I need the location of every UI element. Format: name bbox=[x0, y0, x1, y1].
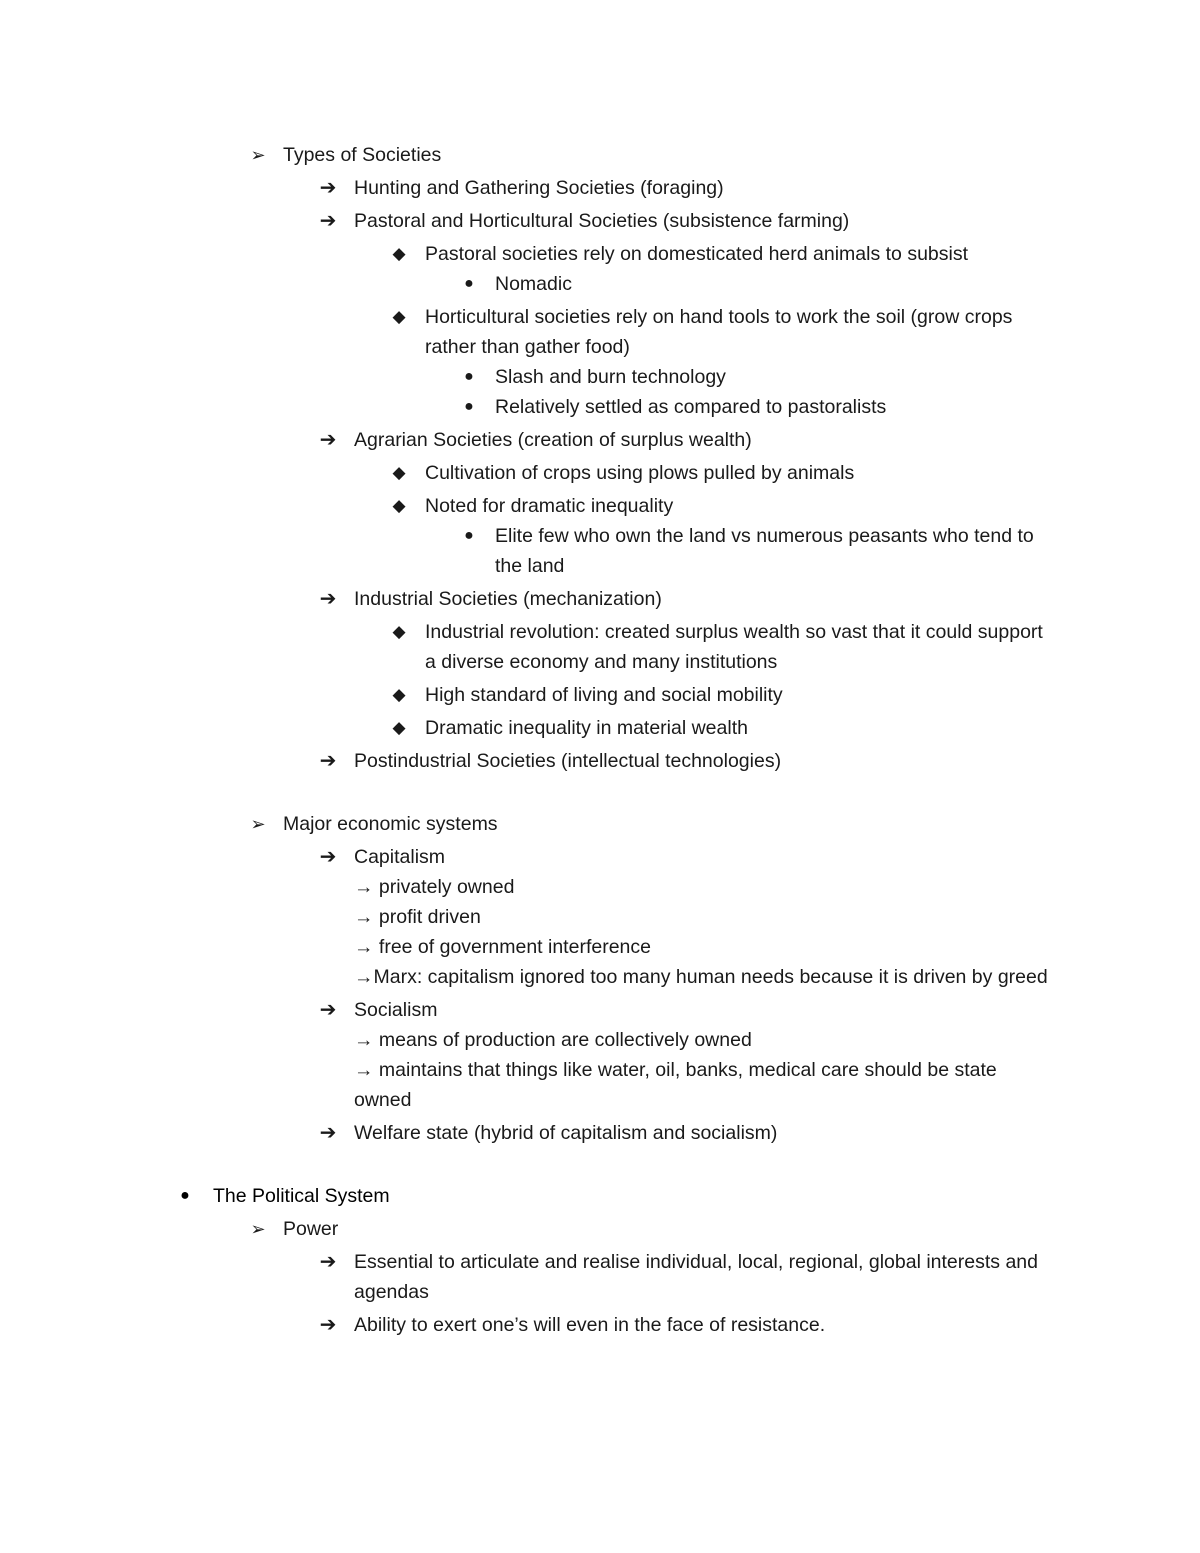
point-item-bullet: ● bbox=[464, 527, 474, 544]
topic-item-bullet: ➢ bbox=[250, 145, 266, 165]
sub-point-line bbox=[0, 962, 1200, 992]
list-item-bullet: ➔ bbox=[319, 588, 337, 610]
list-item-bullet: ➔ bbox=[319, 1251, 337, 1273]
list-item-text: Socialism bbox=[354, 999, 438, 1021]
detail-item bbox=[0, 302, 1200, 362]
detail-item-text: Dramatic inequality in material wealth bbox=[425, 717, 748, 739]
point-item-text: Relatively settled as compared to pastoralists bbox=[495, 396, 887, 418]
list-item bbox=[0, 173, 1200, 203]
list-item-text: Industrial Societies (mechanization) bbox=[354, 588, 662, 610]
detail-item-bullet: ◆ bbox=[392, 496, 406, 515]
list-item bbox=[0, 995, 1200, 1025]
detail-item-bullet: ◆ bbox=[392, 685, 406, 704]
detail-item bbox=[0, 458, 1200, 488]
list-item bbox=[0, 746, 1200, 776]
document-page bbox=[0, 140, 1200, 1340]
point-item-bullet: ● bbox=[464, 368, 474, 385]
list-item-text: Essential to articulate and realise individual, local, regional, global interests and agendas bbox=[354, 1251, 1038, 1303]
sub-point-text: → privately owned bbox=[354, 876, 515, 898]
detail-item bbox=[0, 617, 1200, 677]
sub-point-line bbox=[0, 872, 1200, 902]
topic-item-bullet: ➢ bbox=[250, 1219, 266, 1239]
point-item bbox=[0, 521, 1200, 581]
list-item-text: Hunting and Gathering Societies (foraging) bbox=[354, 177, 724, 199]
detail-item-text: Horticultural societies rely on hand tools to work the soil (grow crops rather than gather food) bbox=[425, 306, 1013, 358]
list-item bbox=[0, 842, 1200, 872]
list-item-text: Capitalism bbox=[354, 846, 446, 868]
detail-item-text: Noted for dramatic inequality bbox=[425, 495, 674, 517]
sub-point-line bbox=[0, 932, 1200, 962]
point-item-bullet: ● bbox=[464, 398, 474, 415]
topic-item-text: Power bbox=[283, 1218, 339, 1240]
list-item-bullet: ➔ bbox=[319, 177, 337, 199]
point-item-text: Nomadic bbox=[495, 273, 572, 295]
point-item-bullet: ● bbox=[464, 275, 474, 292]
list-item-text: Pastoral and Horticultural Societies (subsistence farming) bbox=[354, 210, 850, 232]
list-item-bullet: ➔ bbox=[319, 750, 337, 772]
list-item bbox=[0, 206, 1200, 236]
sub-point-line bbox=[0, 1025, 1200, 1055]
sub-point-text: → means of production are collectively owned bbox=[354, 1029, 752, 1051]
list-item-text: Agrarian Societies (creation of surplus wealth) bbox=[354, 429, 752, 451]
topic-item-bullet: ➢ bbox=[250, 814, 266, 834]
topic-item-text: Types of Societies bbox=[283, 144, 442, 166]
detail-item-text: High standard of living and social mobility bbox=[425, 684, 783, 706]
sub-point-text: → profit driven bbox=[354, 906, 481, 928]
list-item-text: Welfare state (hybrid of capitalism and socialism) bbox=[354, 1122, 778, 1144]
sub-point-text: → free of government interference bbox=[354, 936, 651, 958]
list-item bbox=[0, 584, 1200, 614]
topic-item bbox=[0, 1214, 1200, 1244]
detail-item bbox=[0, 239, 1200, 269]
point-item bbox=[0, 392, 1200, 422]
topic-item bbox=[0, 140, 1200, 170]
list-item bbox=[0, 1247, 1200, 1307]
list-item-text: Postindustrial Societies (intellectual technologies) bbox=[354, 750, 782, 772]
list-item-bullet: ➔ bbox=[319, 846, 337, 868]
detail-item-bullet: ◆ bbox=[392, 244, 406, 263]
detail-item-text: Industrial revolution: created surplus wealth so vast that it could support a diverse economy and many institutions bbox=[425, 621, 1043, 673]
detail-item-bullet: ◆ bbox=[392, 463, 406, 482]
point-item bbox=[0, 269, 1200, 299]
list-item bbox=[0, 1118, 1200, 1148]
detail-item-bullet: ◆ bbox=[392, 718, 406, 737]
topic-item bbox=[0, 809, 1200, 839]
point-item-text: Slash and burn technology bbox=[495, 366, 726, 388]
sub-point-text: →Marx: capitalism ignored too many human needs because it is driven by greed bbox=[354, 966, 1048, 988]
point-item-text: Elite few who own the land vs numerous peasants who tend to the land bbox=[495, 525, 1034, 577]
sub-point-text: → maintains that things like water, oil, banks, medical care should be state owned bbox=[354, 1059, 997, 1111]
list-item-bullet: ➔ bbox=[319, 210, 337, 232]
detail-item-bullet: ◆ bbox=[392, 307, 406, 326]
sub-point-line bbox=[0, 1055, 1200, 1115]
sub-point-line bbox=[0, 902, 1200, 932]
section-heading-text: The Political System bbox=[213, 1185, 390, 1207]
detail-item bbox=[0, 680, 1200, 710]
point-item bbox=[0, 362, 1200, 392]
detail-item-text: Pastoral societies rely on domesticated herd animals to subsist bbox=[425, 243, 969, 265]
list-item-bullet: ➔ bbox=[319, 1122, 337, 1144]
list-item-bullet: ➔ bbox=[319, 429, 337, 451]
list-item-bullet: ➔ bbox=[319, 999, 337, 1021]
detail-item bbox=[0, 491, 1200, 521]
list-item bbox=[0, 1310, 1200, 1340]
detail-item-text: Cultivation of crops using plows pulled by animals bbox=[425, 462, 855, 484]
section-heading-bullet: ● bbox=[180, 1187, 190, 1204]
list-item bbox=[0, 425, 1200, 455]
detail-item bbox=[0, 713, 1200, 743]
list-item-text: Ability to exert one’s will even in the face of resistance. bbox=[354, 1314, 826, 1336]
section-heading bbox=[0, 1181, 1200, 1211]
list-item-bullet: ➔ bbox=[319, 1314, 337, 1336]
topic-item-text: Major economic systems bbox=[283, 813, 498, 835]
detail-item-bullet: ◆ bbox=[392, 622, 406, 641]
